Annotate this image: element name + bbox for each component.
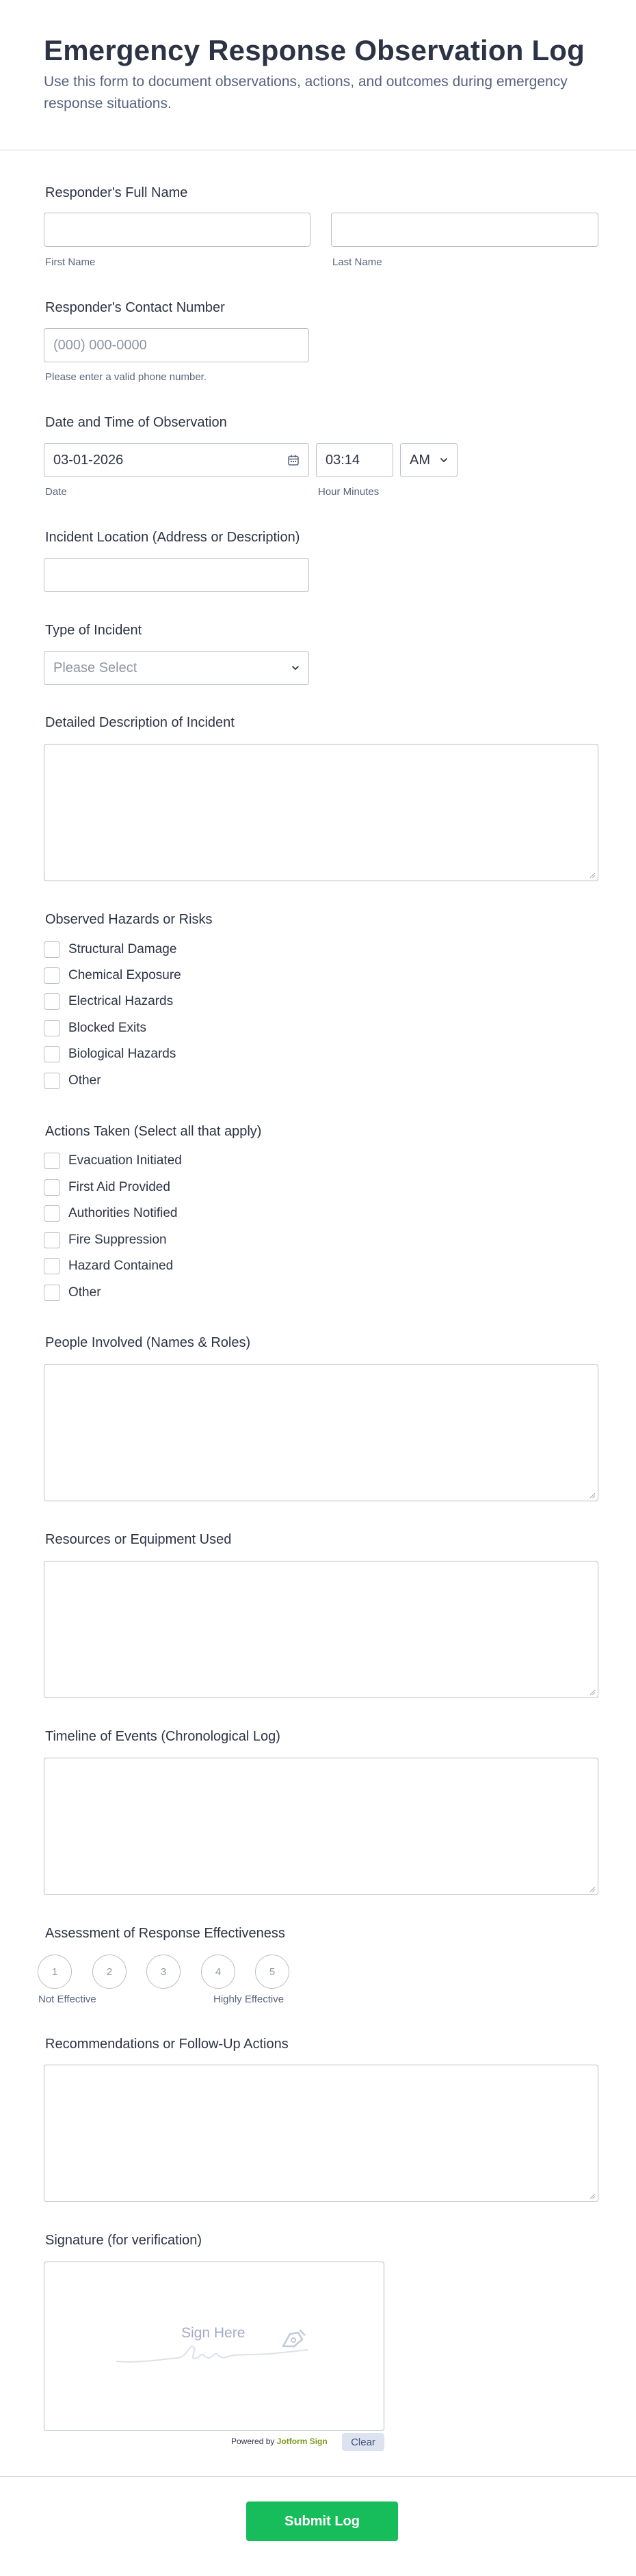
description-textarea[interactable]	[44, 744, 598, 881]
people-textarea[interactable]	[44, 1364, 598, 1501]
action-option-label: Authorities Notified	[68, 1206, 178, 1220]
description-label: Detailed Description of Incident	[45, 715, 235, 730]
assessment-label: Assessment of Response Effectiveness	[45, 1926, 285, 1941]
chevron-down-icon	[440, 457, 448, 463]
signature-pad[interactable]	[44, 2262, 384, 2431]
rating-low-label: Not Effective	[38, 1994, 96, 2005]
checkbox[interactable]	[44, 967, 60, 984]
date-input[interactable]	[44, 443, 309, 477]
rating-option-2[interactable]: 2	[92, 1955, 127, 1989]
action-option-label: Fire Suppression	[68, 1233, 167, 1247]
actions-label: Actions Taken (Select all that apply)	[45, 1124, 262, 1139]
submit-button[interactable]: Submit Log	[246, 2501, 398, 2541]
rating-high-label: Highly Effective	[213, 1994, 284, 2005]
time-value: 03:14	[326, 452, 360, 468]
action-option[interactable]	[44, 1152, 182, 1170]
phone-input[interactable]	[44, 328, 309, 362]
signature-placeholder: Sign Here	[181, 2325, 246, 2341]
action-option-label: First Aid Provided	[68, 1180, 170, 1194]
recommendations-label: Recommendations or Follow-Up Actions	[45, 2037, 289, 2052]
recommendations-textarea[interactable]	[44, 2065, 598, 2202]
checkbox[interactable]	[44, 1285, 60, 1301]
hazard-option[interactable]	[44, 967, 181, 984]
incident-type-select[interactable]	[44, 651, 309, 685]
rating-option-5[interactable]: 5	[255, 1955, 289, 1989]
people-label: People Involved (Names & Roles)	[45, 1335, 251, 1350]
resources-textarea[interactable]	[44, 1561, 598, 1698]
hazard-option-label: Chemical Exposure	[68, 968, 181, 982]
powered-by	[231, 2437, 328, 2446]
hazard-option-label: Structural Damage	[68, 942, 177, 956]
location-label: Incident Location (Address or Description)	[45, 530, 300, 545]
ampm-select[interactable]	[400, 443, 458, 477]
form-title: Emergency Response Observation Log	[44, 34, 585, 66]
rating-option-1[interactable]: 1	[38, 1955, 72, 1989]
hazard-option-label: Other	[68, 1073, 101, 1088]
form-header	[0, 0, 636, 150]
checkbox[interactable]	[44, 1258, 60, 1274]
hazard-option[interactable]	[44, 993, 173, 1010]
last-name-input[interactable]	[331, 213, 598, 247]
action-option[interactable]	[44, 1257, 173, 1275]
resize-grip-icon[interactable]	[589, 872, 596, 878]
time-sublabel: Hour Minutes	[318, 486, 380, 498]
form-description: Use this form to document observations, actions, and outcomes during emergency response situations.	[44, 74, 568, 111]
resize-grip-icon[interactable]	[589, 1492, 596, 1499]
hazard-option-label: Biological Hazards	[68, 1047, 176, 1061]
hazard-option[interactable]	[44, 1045, 176, 1063]
checkbox[interactable]	[44, 1232, 60, 1248]
incident-type-label: Type of Incident	[45, 623, 142, 638]
clear-signature-button[interactable]: Clear	[342, 2433, 384, 2451]
hazard-option[interactable]	[44, 1072, 101, 1090]
resize-grip-icon[interactable]	[589, 1886, 596, 1892]
action-option[interactable]	[44, 1179, 170, 1196]
checkbox[interactable]	[44, 1020, 60, 1036]
powered-by-text: Powered by	[231, 2437, 275, 2446]
contact-label: Responder's Contact Number	[45, 300, 225, 315]
rating-option-3[interactable]: 3	[146, 1955, 181, 1989]
checkbox[interactable]	[44, 1205, 60, 1222]
action-option[interactable]	[44, 1231, 167, 1249]
incident-type-placeholder: Please Select	[53, 660, 137, 675]
checkbox[interactable]	[44, 1153, 60, 1169]
checkbox[interactable]	[44, 1046, 60, 1062]
datetime-label: Date and Time of Observation	[45, 415, 227, 430]
checkbox[interactable]	[44, 941, 60, 958]
hazard-option-label: Electrical Hazards	[68, 994, 174, 1008]
chevron-down-icon	[291, 665, 300, 671]
phone-hint: Please enter a valid phone number.	[45, 371, 207, 383]
hazards-label: Observed Hazards or Risks	[45, 912, 213, 927]
time-input[interactable]	[316, 443, 393, 477]
checkbox[interactable]	[44, 993, 60, 1010]
date-value: 03-01-2026	[53, 452, 124, 468]
jotform-sign-brand[interactable]: Jotform Sign	[276, 2437, 328, 2446]
pen-icon	[279, 2327, 306, 2350]
checkbox[interactable]	[44, 1179, 60, 1196]
action-option[interactable]	[44, 1284, 101, 1302]
first-name-sublabel: First Name	[45, 256, 96, 268]
hazard-option[interactable]	[44, 1019, 146, 1037]
rating-option-4[interactable]: 4	[201, 1955, 235, 1989]
responder-name-label: Responder's Full Name	[45, 185, 188, 200]
action-option[interactable]	[44, 1205, 177, 1222]
action-option-label: Hazard Contained	[68, 1259, 174, 1273]
action-option-label: Other	[68, 1285, 101, 1300]
timeline-textarea[interactable]	[44, 1758, 598, 1895]
resize-grip-icon[interactable]	[589, 2192, 596, 2199]
phone-placeholder: (000) 000-0000	[53, 337, 147, 353]
action-option-label: Evacuation Initiated	[68, 1153, 182, 1168]
date-sublabel: Date	[45, 486, 67, 498]
resize-grip-icon[interactable]	[589, 1689, 596, 1695]
ampm-value: AM	[410, 452, 430, 468]
location-input[interactable]	[44, 558, 309, 592]
resources-label: Resources or Equipment Used	[45, 1532, 232, 1547]
calendar-icon[interactable]	[287, 454, 300, 466]
signature-label: Signature (for verification)	[45, 2233, 202, 2248]
first-name-input[interactable]	[44, 213, 310, 247]
last-name-sublabel: Last Name	[332, 256, 382, 268]
timeline-label: Timeline of Events (Chronological Log)	[45, 1729, 280, 1744]
checkbox[interactable]	[44, 1073, 60, 1089]
hazard-option[interactable]	[44, 941, 176, 958]
hazard-option-label: Blocked Exits	[68, 1021, 147, 1035]
